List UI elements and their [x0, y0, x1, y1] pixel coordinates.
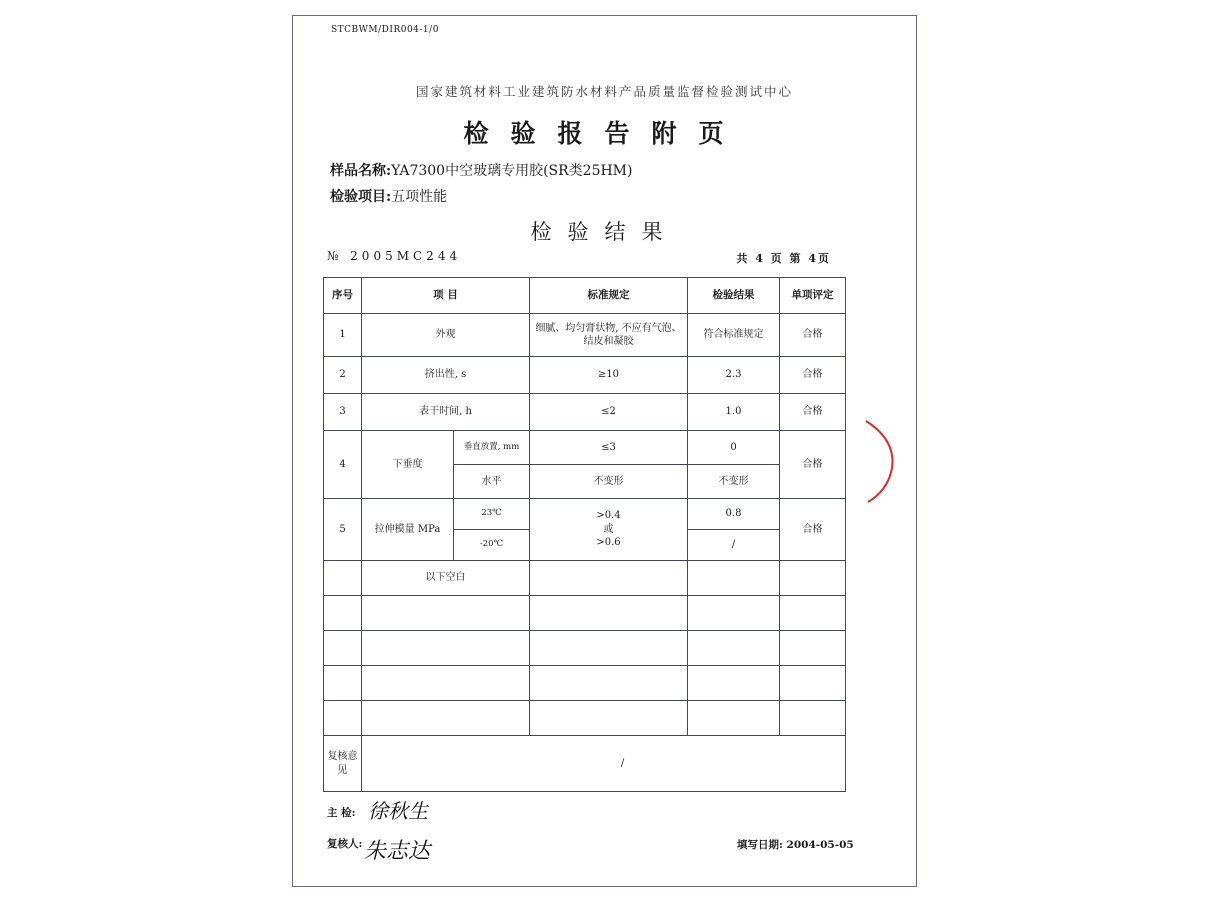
page-count: 共 4 页 第 4页	[736, 252, 831, 265]
page-title: 检验报告附页	[463, 119, 746, 148]
table-row	[324, 394, 846, 431]
report-number: № 2005MC244	[327, 249, 462, 263]
row-result: 2.3	[688, 357, 780, 394]
row-subitem: 水平	[454, 465, 530, 499]
row-result: /	[688, 530, 780, 561]
blank-cell	[780, 561, 846, 596]
row-no: 2	[324, 357, 362, 394]
table-row	[324, 561, 846, 596]
row-result: 符合标准规定	[688, 314, 780, 357]
header-rating: 单项评定	[780, 278, 846, 314]
organization-name: 国家建筑材料工业建筑防水材料产品质量监督检验测试中心	[415, 84, 793, 99]
row-result: 1.0	[688, 394, 780, 431]
row-item: 挤出性, s	[362, 357, 530, 394]
standard-line: >0.6	[596, 537, 621, 549]
row-result: 不变形	[688, 465, 780, 499]
row-item: 拉伸模量 MPa	[362, 499, 454, 561]
blank-cell	[324, 561, 362, 596]
sample-name-value: YA7300中空玻璃专用胶(SR类25HM)	[391, 163, 633, 179]
table-row	[324, 499, 846, 530]
row-no: 5	[324, 499, 362, 561]
row-item: 外观	[362, 314, 530, 357]
row-rating: 合格	[780, 314, 846, 357]
blank-cell	[688, 561, 780, 596]
row-item: 下垂度	[362, 431, 454, 499]
row-standard: ≤2	[530, 394, 688, 431]
row-rating: 合格	[780, 394, 846, 431]
row-no: 3	[324, 394, 362, 431]
row-rating: 合格	[780, 431, 846, 499]
table-row	[324, 596, 846, 631]
header-no: 序号	[324, 278, 362, 314]
review-value: /	[362, 736, 846, 792]
sample-name-label: 样品名称:	[330, 163, 392, 179]
table-row	[324, 701, 846, 736]
table-row	[324, 314, 846, 357]
row-subitem: -20℃	[454, 530, 530, 561]
table-row	[324, 631, 846, 666]
row-no: 1	[324, 314, 362, 357]
row-subitem: 23℃	[454, 499, 530, 530]
header-result: 检验结果	[688, 278, 780, 314]
review-row	[324, 736, 846, 792]
row-standard: 不变形	[530, 465, 688, 499]
fill-date: 填写日期: 2004-05-05	[737, 839, 854, 851]
row-subitem: 垂直放置, mm	[454, 431, 530, 465]
header-standard: 标准规定	[530, 278, 688, 314]
reviewer-label: 复核人:	[327, 838, 363, 850]
table-row	[324, 357, 846, 394]
row-standard: 细腻、均匀膏状物, 不应有气泡、结皮和凝胶	[530, 314, 688, 357]
row-rating: 合格	[780, 499, 846, 561]
blank-cell	[530, 561, 688, 596]
row-no: 4	[324, 431, 362, 499]
row-result: 0.8	[688, 499, 780, 530]
red-stamp-edge	[858, 418, 898, 504]
row-standard	[530, 499, 688, 561]
row-standard: ≥10	[530, 357, 688, 394]
row-result: 0	[688, 431, 780, 465]
results-table	[323, 277, 846, 792]
inspection-item-line	[330, 186, 447, 206]
standard-line: 或	[603, 523, 614, 535]
table-header-row	[324, 278, 846, 314]
results-heading: 检验结果	[530, 220, 679, 244]
table-row	[324, 431, 846, 465]
sample-name-line	[330, 160, 632, 180]
inspection-item-label: 检验项目:	[330, 189, 392, 205]
inspector-signature: 徐秋生	[368, 799, 428, 823]
review-label-text: 复核意见	[327, 751, 358, 776]
table-row	[324, 666, 846, 701]
header-item: 项 目	[362, 278, 530, 314]
standard-line: >0.4	[596, 510, 621, 522]
row-standard: ≤3	[530, 431, 688, 465]
document-code: STCBWM/DIR004-1/0	[331, 25, 439, 35]
row-rating: 合格	[780, 357, 846, 394]
row-item: 表干时间, h	[362, 394, 530, 431]
reviewer-signature: 朱志达	[364, 839, 431, 864]
blank-note: 以下空白	[362, 561, 530, 596]
inspection-item-value: 五项性能	[391, 189, 448, 205]
inspector-label: 主 检:	[327, 807, 356, 819]
review-label	[324, 736, 362, 792]
